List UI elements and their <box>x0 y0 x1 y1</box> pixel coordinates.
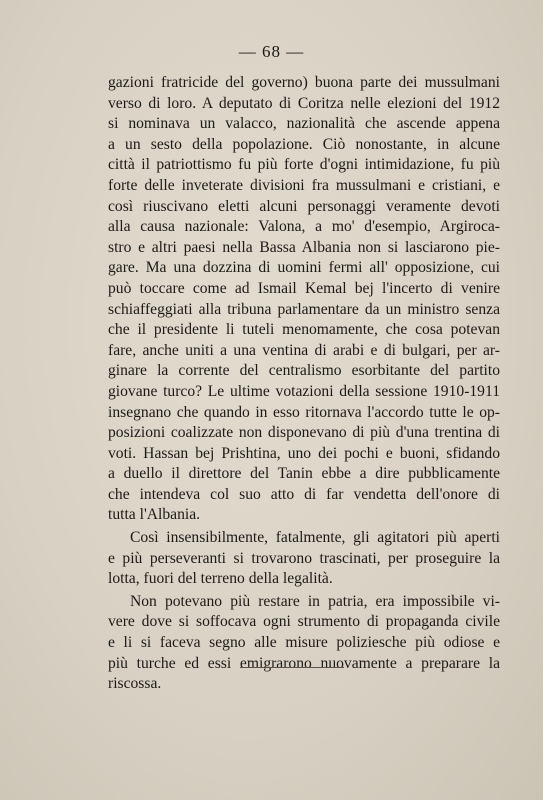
text-line: che intendeva col suo atto di far vendetta dell'onore di <box>108 485 500 503</box>
paragraph <box>108 528 500 590</box>
text-line: gare. Ma una dozzina di uomini fermi all' opposizione, cui <box>108 259 500 277</box>
end-rule <box>240 667 344 668</box>
text-line: fare, anche uniti a una ventina di arabi e di bulgari, per ar- <box>108 341 500 359</box>
text-line: gazioni fratricide del governo) buona parte dei mussulmani <box>108 74 500 91</box>
text-line: lotta, fuori del terreno della legalità. <box>108 570 333 588</box>
text-line: Così insensibilmente, fatalmente, gli agitatori più aperti <box>130 529 500 547</box>
text-line: e più perseveranti si trovarono trascinati, per proseguire la <box>108 549 500 567</box>
text-line: e li si faceva segno alle misure poliziesche più odiose e <box>108 634 500 652</box>
body-text <box>108 73 500 695</box>
text-line: insegnano che quando in esso ritornava l'accordo tutte le op- <box>108 403 500 421</box>
text-line: giovane turco? Le ultime votazioni della sessione 1910-1911 <box>108 382 500 400</box>
text-line: a un sesto della popolazione. Ciò nonostante, in alcune <box>108 135 500 153</box>
text-line: verso di loro. A deputato di Coritza nelle elezioni del 1912 <box>108 94 500 112</box>
text-line: si nominava un valacco, nazionalità che ascende appena <box>108 115 500 133</box>
text-line: forte delle inveterate divisioni fra mussulmani e cristiani, e <box>108 176 500 194</box>
text-line: tutta l'Albania. <box>108 506 201 524</box>
text-line: voti. Hassan bej Prishtina, uno dei pochi e buoni, sfidando <box>108 444 500 462</box>
text-line: che il presidente li tuteli menomamente, che cosa potevan <box>108 321 500 339</box>
text-line: posizioni coalizzate non disponevano di più d'una trentina di <box>108 424 500 442</box>
paragraph <box>108 592 500 695</box>
text-line: riscossa. <box>108 675 162 693</box>
text-line: così riuscivano eletti alcuni personaggi veramente devoti <box>108 197 500 215</box>
text-line: vere dove si soffocava ogni strumento di propaganda civile <box>108 613 500 631</box>
text-line: stro e altri paesi nella Bassa Albania non si lasciarono pie- <box>108 238 500 256</box>
paragraph <box>108 73 500 526</box>
text-line: schiaffeggiati alla tribuna parlamentare da un ministro senza <box>108 300 500 318</box>
text-line: alla causa nazionale: Valona, a mo' d'esempio, Argiroca- <box>108 218 500 236</box>
text-line: a duello il direttore del Tanin ebbe a dire pubblicamente <box>108 465 500 483</box>
text-line: più turche ed essi emigrarono nuovamente a preparare la <box>108 654 500 672</box>
page-number: — 68 — <box>238 42 305 61</box>
text-line: città il patriottismo fu più forte d'ogni intimidazione, fu più <box>108 156 500 174</box>
text-line: Non potevano più restare in patria, era impossibile vi- <box>130 592 500 610</box>
text-line: può toccare come ad Ismail Kemal bej l'incerto di venire <box>108 279 500 297</box>
text-line: ginare la corrente del centralismo esorbitante del partito <box>108 362 500 380</box>
